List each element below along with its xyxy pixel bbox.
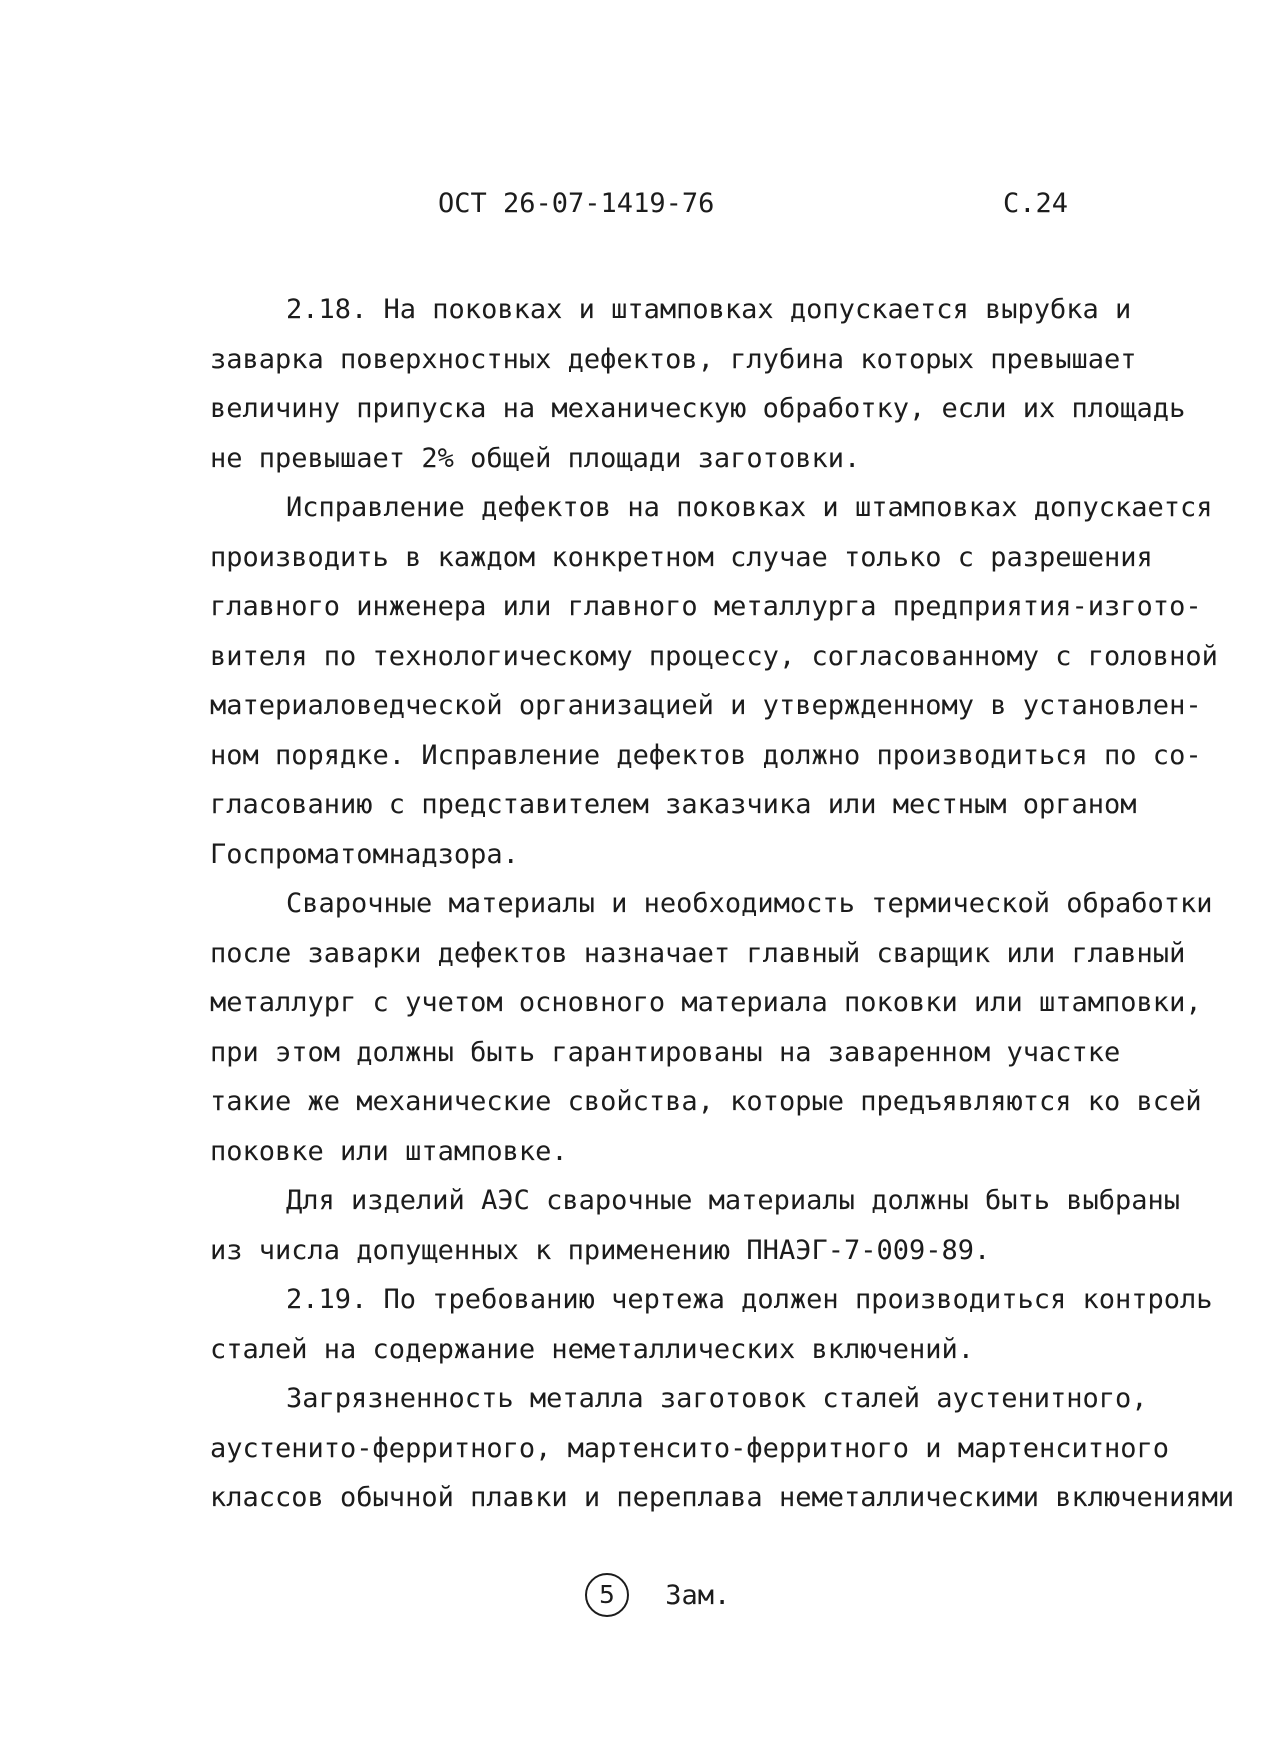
text-line: Исправление дефектов на поковках и штамповках допускается — [286, 492, 1213, 523]
text-line: аустенито-ферритного, мартенсито-ферритного и мартенситного — [210, 1432, 1170, 1464]
document-code: ОСТ 26-07-1419-76 — [438, 188, 715, 219]
text-line: ном порядке. Исправление дефектов должно производиться по со- — [210, 739, 1202, 771]
change-label: Зам. — [665, 1579, 731, 1611]
text-line: сталей на содержание неметаллических включений. — [210, 1333, 975, 1365]
text-line: не превышает 2% общей площади заготовки. — [210, 442, 861, 474]
text-line: Госпроматомнадзора. — [210, 838, 519, 870]
text-line: из числа допущенных к применению ПНАЭГ-7-009-89. — [210, 1234, 991, 1266]
text-line: Сварочные материалы и необходимость термической обработки — [286, 888, 1213, 919]
text-line: производить в каждом конкретном случае только с разрешения — [210, 541, 1153, 573]
text-line: Загрязненность металла заготовок сталей аустенитного, — [286, 1383, 1148, 1414]
text-line: после заварки дефектов назначает главный сварщик или главный — [210, 937, 1186, 969]
text-line: поковке или штамповке. — [210, 1135, 568, 1167]
page-header — [0, 188, 1272, 232]
text-line: материаловедческой организацией и утвержденному в установлен- — [210, 690, 1202, 721]
text-line: гласованию с представителем заказчика или местным органом — [210, 789, 1137, 820]
text-line: Для изделий АЭС сварочные материалы должны быть выбраны — [286, 1185, 1181, 1216]
text-line: 2.18. На поковках и штамповках допускается вырубка и — [286, 294, 1132, 325]
text-line: 2.19. По требованию чертежа должен производиться контроль — [286, 1284, 1213, 1315]
text-line: величину припуска на механическую обработку, если их площадь — [210, 393, 1186, 424]
text-line: такие же механические свойства, которые предъявляются ко всей — [210, 1086, 1202, 1117]
text-line: вителя по технологическому процессу, согласованному с головной — [210, 640, 1218, 672]
text-line: при этом должны быть гарантированы на заваренном участке — [210, 1036, 1121, 1068]
text-line: металлург с учетом основного материала поковки или штамповки, — [210, 987, 1202, 1018]
change-number-circle: 5 — [585, 1573, 629, 1617]
page-number: С.24 — [1003, 188, 1069, 219]
page-footer — [585, 1573, 730, 1623]
text-line: классов обычной плавки и переплава неметаллическими включениями — [210, 1482, 1235, 1513]
body-text — [210, 285, 1235, 1523]
text-line: главного инженера или главного металлурга предприятия-изгото- — [210, 591, 1202, 622]
text-line: заварка поверхностных дефектов, глубина которых превышает — [210, 343, 1137, 375]
